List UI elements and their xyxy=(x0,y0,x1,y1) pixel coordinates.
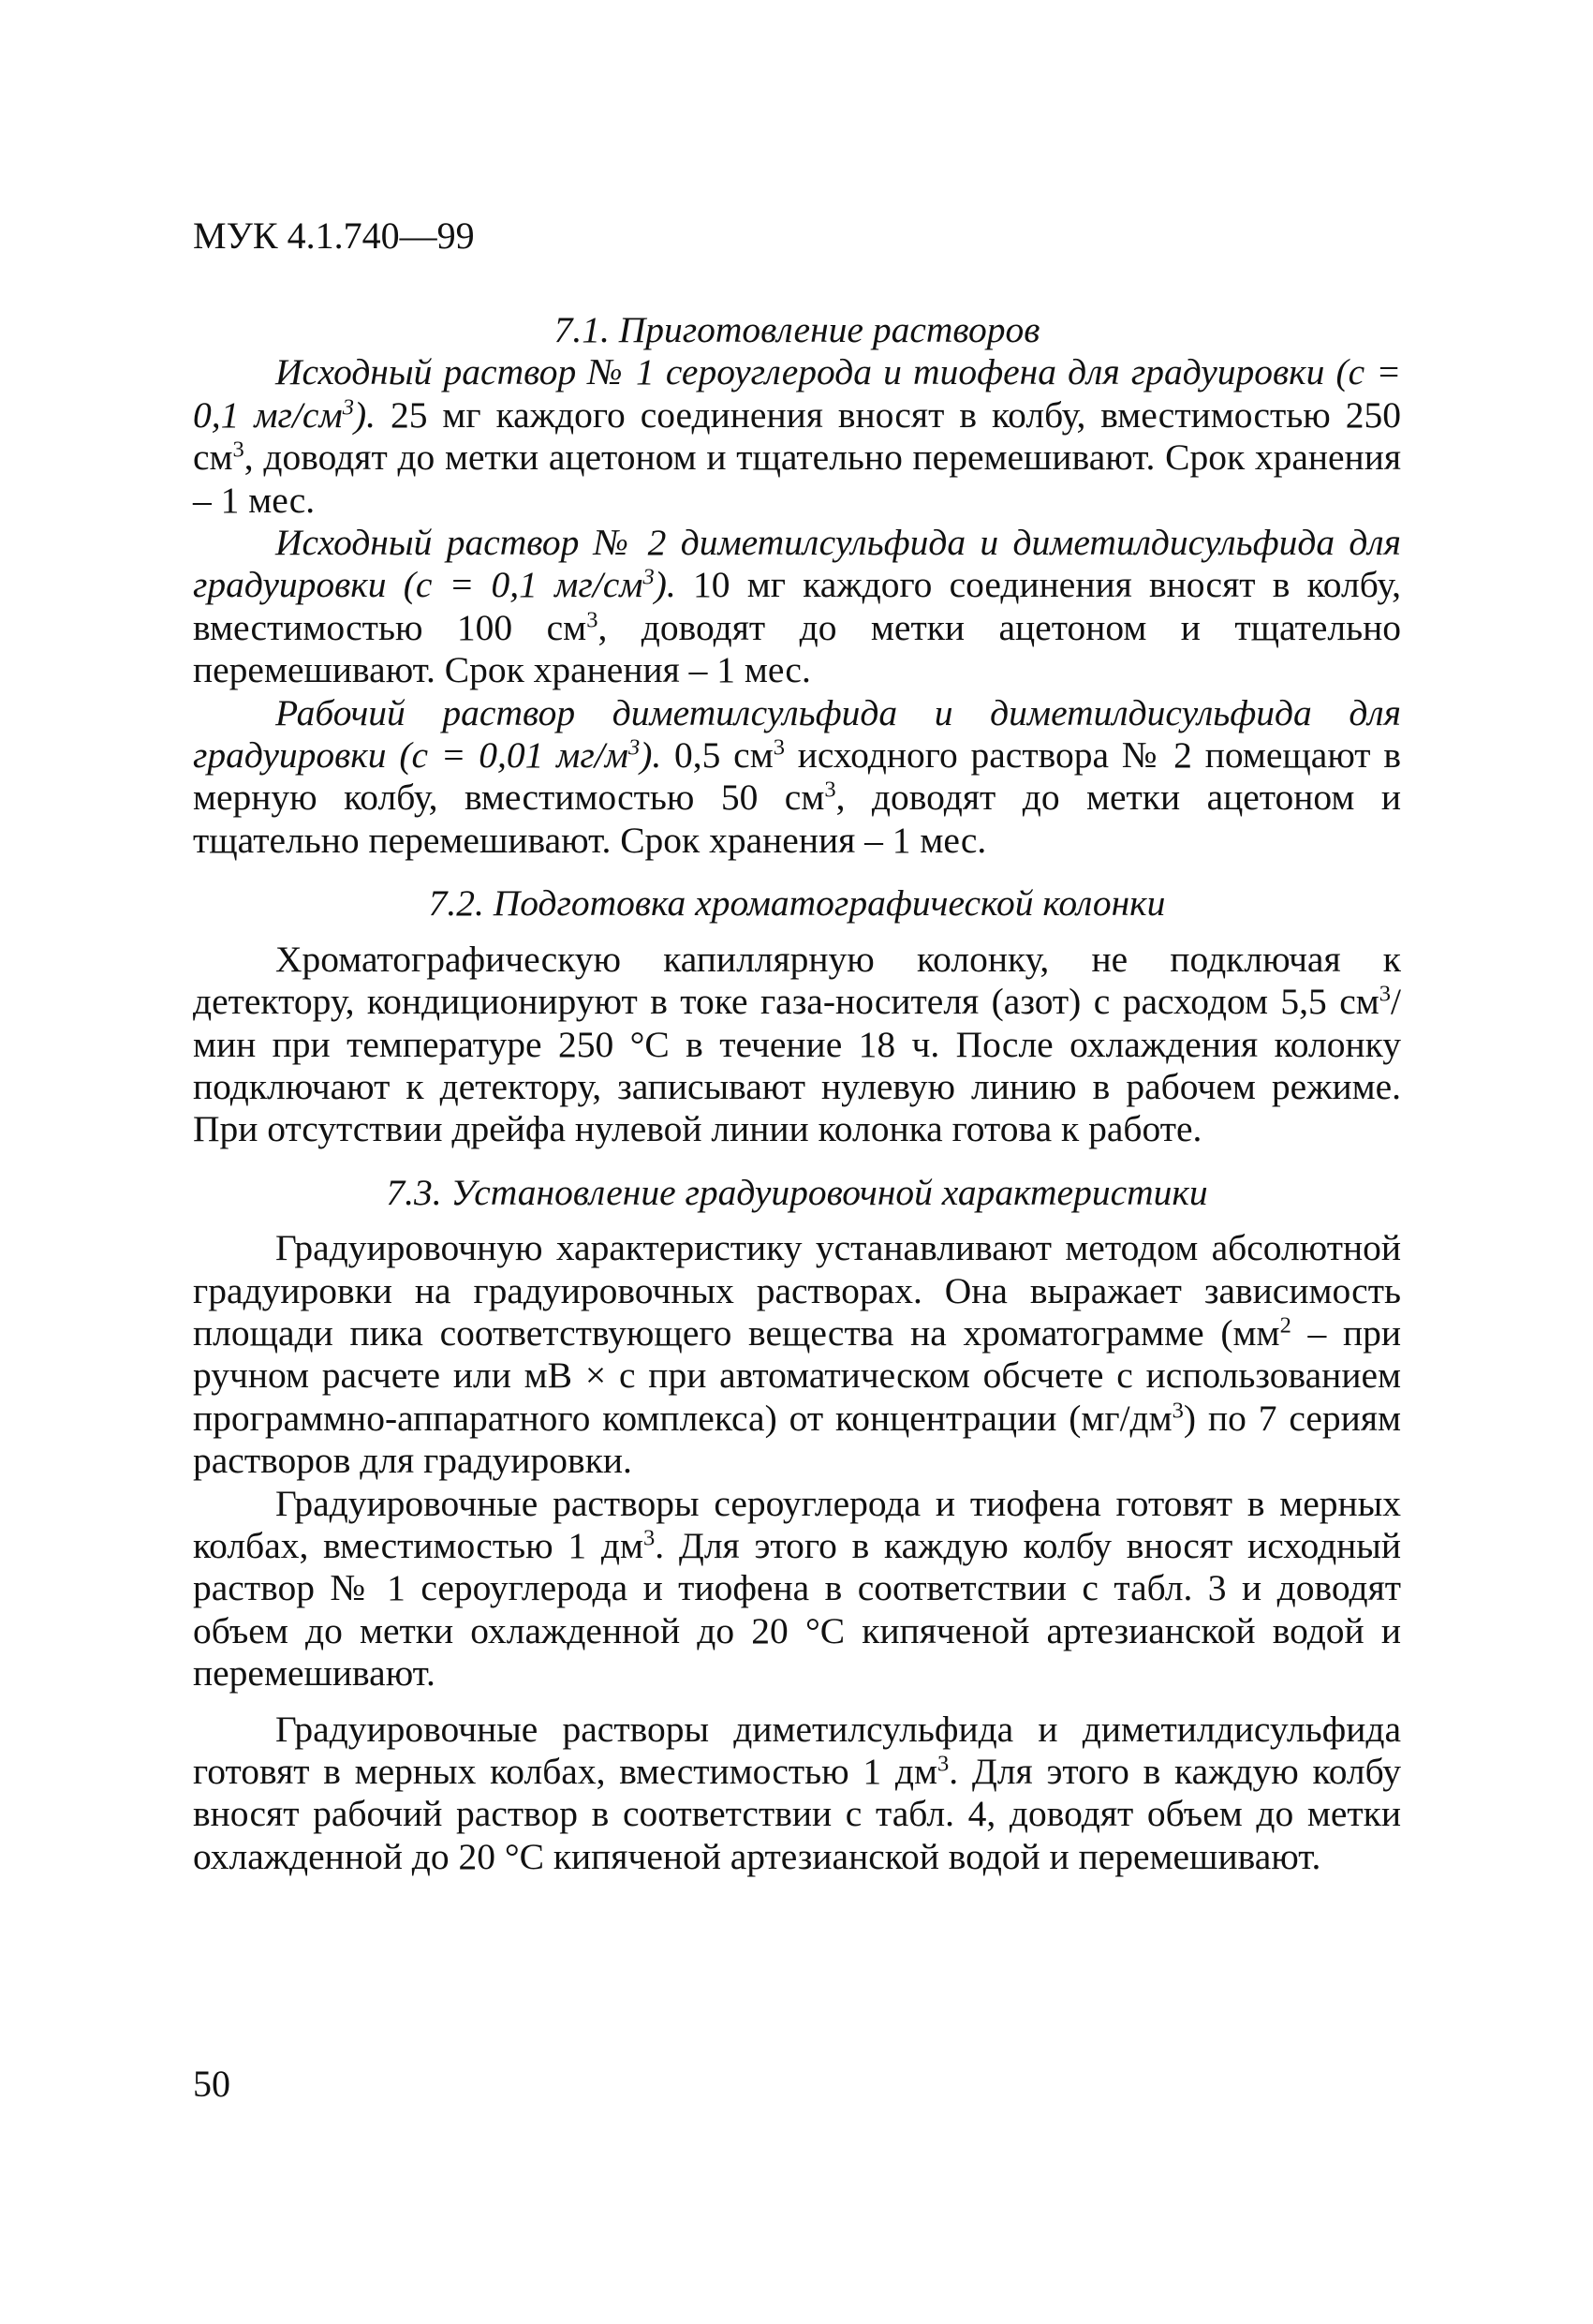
paragraph-working-solution: Рабочий раствор диметилсульфида и диметилдисульфида для градуировки (с = 0,01 $мг/м^3$). 0,5 $см^3$ исходного раствора № 2 помещают в мерную колбу, вместимостью 50 $см^3$, доводят до метки ацетоном и тщательно перемешивают. Срок хранения – 1 мес. xyxy=(193,691,1402,861)
paragraph-column-preparation: Хроматографическую капиллярную колонку, не подключая к детектору, кондиционируют в токе газа-носителя (азот) с расходом 5,5 $см^3$/мин при температуре 250 °С в течение 18 ч. После охлаждения колонку подключают к детектору, записывают нулевую линию в рабочем режиме. При отсутствии дрейфа нулевой линии колонка готова к работе. xyxy=(193,938,1401,1150)
page-number: 50 xyxy=(193,2063,230,2105)
document-body xyxy=(193,309,1401,1878)
paragraph-stock-solution-1: Исходный раствор № 1 сероуглерода и тиофена для градуировки (с = 0,1 $мг/см^3$). 25 мг каждого соединения вносят в колбу, вместимостью 250 $см^3$, доводят до метки ацетоном и тщательно перемешивают. Срок хранения – 1 мес. xyxy=(193,351,1401,521)
section-heading-7-1: 7.1. Приготовление растворов xyxy=(553,309,1040,350)
paragraph-lead: Исходный раствор № 1 сероуглерода и тиофена для градуировки (с = 0,1 $мг/см^3$). xyxy=(193,351,1401,436)
paragraph-calibration-carbon-disulfide: Градуировочные растворы сероуглерода и тиофена готовят в мерных колбах, вместимостью 1 $дм^3$. Для этого в каждую колбу вносят исходный раствор № 1 сероуглерода и тиофена в соответствии с табл. 3 и доводят объем до метки охлажденной до 20 °С кипяченой артезианской водой и перемешивают. xyxy=(193,1482,1401,1695)
section-heading-7-3: 7.3. Установление градуировочной характеристики xyxy=(386,1171,1208,1213)
paragraph-stock-solution-2: Исходный раствор № 2 диметилсульфида и диметилдисульфида для градуировки (с = 0,1 $мг/см^3$). 10 мг каждого соединения вносят в колбу, вместимостью 100 $см^3$, доводят до метки ацетоном и тщательно перемешивают. Срок хранения – 1 мес. xyxy=(193,522,1401,691)
paragraph-calibration-characteristic: Градуировочную характеристику устанавливают методом абсолютной градуировки на градуировочных растворах. Она выражает зависимость площади пика соответствующего вещества на хроматограмме ($мм^2$ – при ручном расчете или мВ × с при автоматическом обсчете с использованием программно-аппаратного комплекса) от концентрации $(мг/дм^3)$ по 7 сериям растворов для градуировки. xyxy=(193,1227,1402,1482)
paragraph-calibration-dimethyl-sulfide: Градуировочные растворы диметилсульфида и диметилдисульфида готовят в мерных колбах, вместимостью 1 $дм^3$. Для этого в каждую колбу вносят рабочий раствор в соответствии с табл. 4, доводят объем до метки охлажденной до 20 °С кипяченой артезианской водой и перемешивают. xyxy=(193,1708,1401,1877)
paragraph-lead: Рабочий раствор диметилсульфида и диметилдисульфида для градуировки (с = 0,01 $мг/м^3$). xyxy=(193,691,1401,777)
paragraph-lead: Исходный раствор № 2 диметилсульфида и диметилдисульфида для градуировки (с = 0,1 $мг/см^3$). xyxy=(193,522,1401,606)
section-heading-7-2: 7.2. Подготовка хроматографической колонки xyxy=(428,882,1166,925)
document-code: МУК 4.1.740—99 xyxy=(193,215,475,257)
